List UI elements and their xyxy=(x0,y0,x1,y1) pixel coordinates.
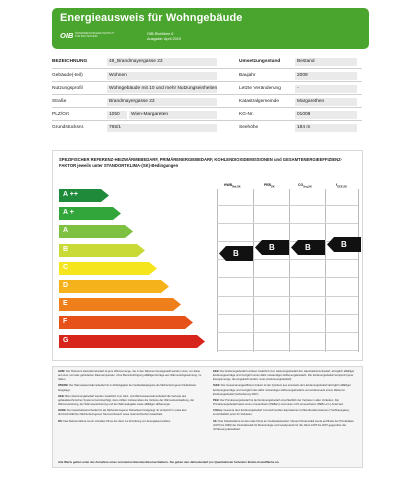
building-info xyxy=(52,58,362,138)
legend-entry: fGEE: Der Gesamtenergieeffizienz-Faktor ist der Quotient aus einerseits dem Endenergiebedarf abzüglich allfälliger Endenergieerträge und zuzüglich des dafür notwendigen Hilfsenergiebedarfs und andererseits einem Referenz-Endenergiebedarf (Anforderung 2007). xyxy=(213,384,351,396)
class-label: E xyxy=(63,300,68,308)
legend-entry: HHSB: Der Haushaltsstrombedarf ist als flächenbezogener Defaultwert festgelegt. Er entspricht in etwa dem durchschnittlichen flächenbezogenen Stromverbrauch eines österreichischen Haushalts. xyxy=(58,409,187,417)
status-label: Umsetzungsstand xyxy=(239,59,281,64)
column-co2: $CO_{2eq,SK}$ xyxy=(298,183,312,189)
column-peb: $PEB_{SK}$ xyxy=(264,183,275,189)
city-value: Wien-Margareten xyxy=(129,111,217,119)
certificate-header xyxy=(52,8,369,49)
rating-class-label: B xyxy=(305,243,311,253)
legend-footer: Alle Werte gelten unter der Annahme eines normierten BenutzerInnenverhaltens. Sie geben den Jahresbedarf pro Quadratmeter beheizter Brutto-Grundfläche an. xyxy=(58,460,280,464)
legend-entry: CO2eq: Gesamte dem Endenergiebedarf zuzurechnenden äquivalenten Kohlendioxidemissionen (Treibhausgase), einschließlich jener für Vorketten. xyxy=(213,409,350,417)
cadastral-label: Katastralgemeinde xyxy=(239,99,279,104)
kg-number-value: 01008 xyxy=(295,111,357,119)
class-bar-E xyxy=(59,298,181,311)
designation-value: 48_Brandmayergasse 23 xyxy=(107,58,217,66)
class-label: A ++ xyxy=(63,191,78,198)
class-label: F xyxy=(63,318,68,326)
class-bar-A xyxy=(59,225,133,238)
parcel-label: Grundstücksnr. xyxy=(52,125,85,130)
kg-number-label: KG-Nr. xyxy=(239,112,254,117)
usage-profile-value: Wohngebäude mit 10 und mehr Nutzungseinheiten xyxy=(109,86,218,91)
oib-logo-subtitle: ÖSTERREICHISCHES INSTITUT FÜR BAUTECHNIK xyxy=(75,32,115,38)
rating-class-label: B xyxy=(341,240,347,250)
class-label: A xyxy=(63,227,69,235)
legend-right-column xyxy=(213,370,358,434)
rating-marker-peb xyxy=(255,240,289,255)
class-label: C xyxy=(63,263,69,271)
construction-year-label: Baujahr xyxy=(239,73,256,78)
last-change-label: Letzte Veränderung xyxy=(239,86,281,91)
building-part-value: Wohnen xyxy=(107,72,217,80)
legend-entry: EEB: Der Endenergiebedarf umfasst zusätzlich zum Heizenergiebedarf den Haushaltsstrombedarf, abzüglich allfälliger Endenergieerträge und zuzüglich eines dafür notwendigen Hilfsenergiebedarfs. Der Endenergiebedarf entspricht jener Energiemenge, die eingekauft werden muss (Lieferenergiebedarf). xyxy=(213,370,355,382)
certificate-title: Energieausweis für Wohngebäude xyxy=(60,12,243,24)
legend-left-column xyxy=(58,370,203,426)
guideline-edition: Ausgabe: April 2019 xyxy=(147,37,181,41)
construction-year-value: 2009 xyxy=(295,72,357,80)
class-bar-C xyxy=(59,262,157,275)
legend-entry: HWB: Der Referenz-Heizwärmebedarf ist jene Wärmemenge, die in den Räumen bereitgestellt werden muss, um diese auf einer normativ geforderten Raumtemperatur, ohne Berücksichtigung allfälliger Erträge aus Wärmerückgewinnung, zu halten. xyxy=(58,370,202,382)
class-bar-Aplus xyxy=(59,207,121,220)
class-bar-B xyxy=(59,244,145,257)
class-label: D xyxy=(63,282,69,289)
rating-marker-co2eq xyxy=(291,240,325,255)
altitude-value: 184 m xyxy=(295,124,357,132)
guideline-info xyxy=(147,32,181,42)
legend-entry: HEB: Beim Heizenergiebedarf werden zusätzlich zum Heiz- und Warmwasserwärmebedarf die Verluste des gebäudetechnischen Systems berücksichtigt, dazu zählen insbesondere die Verluste der Wärmebereitstellung, der Wärmeverteilung, der Wärmespeicherung und der Wärmeabgabe sowie allfälliger Hilfsenergie. xyxy=(58,394,195,407)
oib-logo: OIB xyxy=(60,31,74,40)
last-change-value: - xyxy=(295,85,357,93)
zip-value: 1050 xyxy=(107,111,127,119)
legend-entry: RK: Das Referenzklima ist ein virtuelles Klima. Es dient zur Ermittlung von Energiekennzahlen. xyxy=(58,419,171,423)
rating-class-label: B xyxy=(233,249,239,259)
usage-profile-label: Nutzungsprofil xyxy=(52,86,83,91)
energy-rating-panel xyxy=(52,150,363,361)
column-fgee: $f_{GEE,SK}$ xyxy=(336,183,347,189)
class-label: B xyxy=(63,245,69,253)
legend-panel xyxy=(52,366,363,468)
class-label: A + xyxy=(63,209,74,217)
rating-marker-hwb xyxy=(219,246,253,261)
zip-city-label: PLZ/Ort xyxy=(52,112,69,117)
legend-entry: PEB: Der Primärenergiebedarf ist der Endenergiebedarf einschließlich der Verluste in allen Vorketten. Der Primärenergiebedarf weist einen erneuerbaren (PEBern) und einen nicht erneuerbaren (PEBn.ern.) Anteil auf. xyxy=(213,398,344,407)
class-label: G xyxy=(63,336,69,344)
building-part-label: Gebäude(-teil) xyxy=(52,73,83,78)
parcel-value: 765/1 xyxy=(107,124,217,132)
guideline-name: OIB-Richtlinie 6 xyxy=(147,32,174,36)
class-bar-F xyxy=(59,316,193,329)
designation-label: BEZEICHNUNG xyxy=(52,59,88,64)
legend-entry: SK: Das Standortklima ist das reale Klima am Gebäudestandort. Dieses Klimamodell wurde auf Basis der Primärdaten (1970 bis 1999) der Zentralanstalt für Meteorologie und Geodynamik für die Jahre 1978 bis 2007 gegenüber der Vorfassung aktualisiert. xyxy=(213,419,355,431)
class-bar-G xyxy=(59,335,205,348)
rating-class-label: B xyxy=(269,243,275,253)
rating-marker-fgee xyxy=(327,237,361,252)
street-value: Brandmayergasse 23 xyxy=(107,98,217,106)
energy-heading: SPEZIFISCHER REFERENZ-HEIZWÄRMEBEDARF, PRIMÄRENERGIEBEDARF, KOHLENDIOXIDEMISSIONEN und GESAMTENERGIEEFFIZIENZ-FAKTOR jeweils unter STANDORTKLIMA-(SK)-Bedingungen xyxy=(59,157,343,168)
status-value: Bestand xyxy=(295,58,357,66)
street-label: Straße xyxy=(52,99,67,104)
altitude-label: Seehöhe xyxy=(239,125,259,130)
legend-entry: WWWB: Der Warmwasserwärmebedarf ist in Abhängigkeit der Gebäudekategorie als flächenbezogener Defaultwert festgelegt. xyxy=(58,384,197,392)
cadastral-value: Margarethen xyxy=(295,98,357,106)
column-hwb: $HWB_{Ref,SK}$ xyxy=(224,183,241,189)
class-bar-Aplusplus xyxy=(59,189,109,202)
class-bar-D xyxy=(59,280,169,293)
